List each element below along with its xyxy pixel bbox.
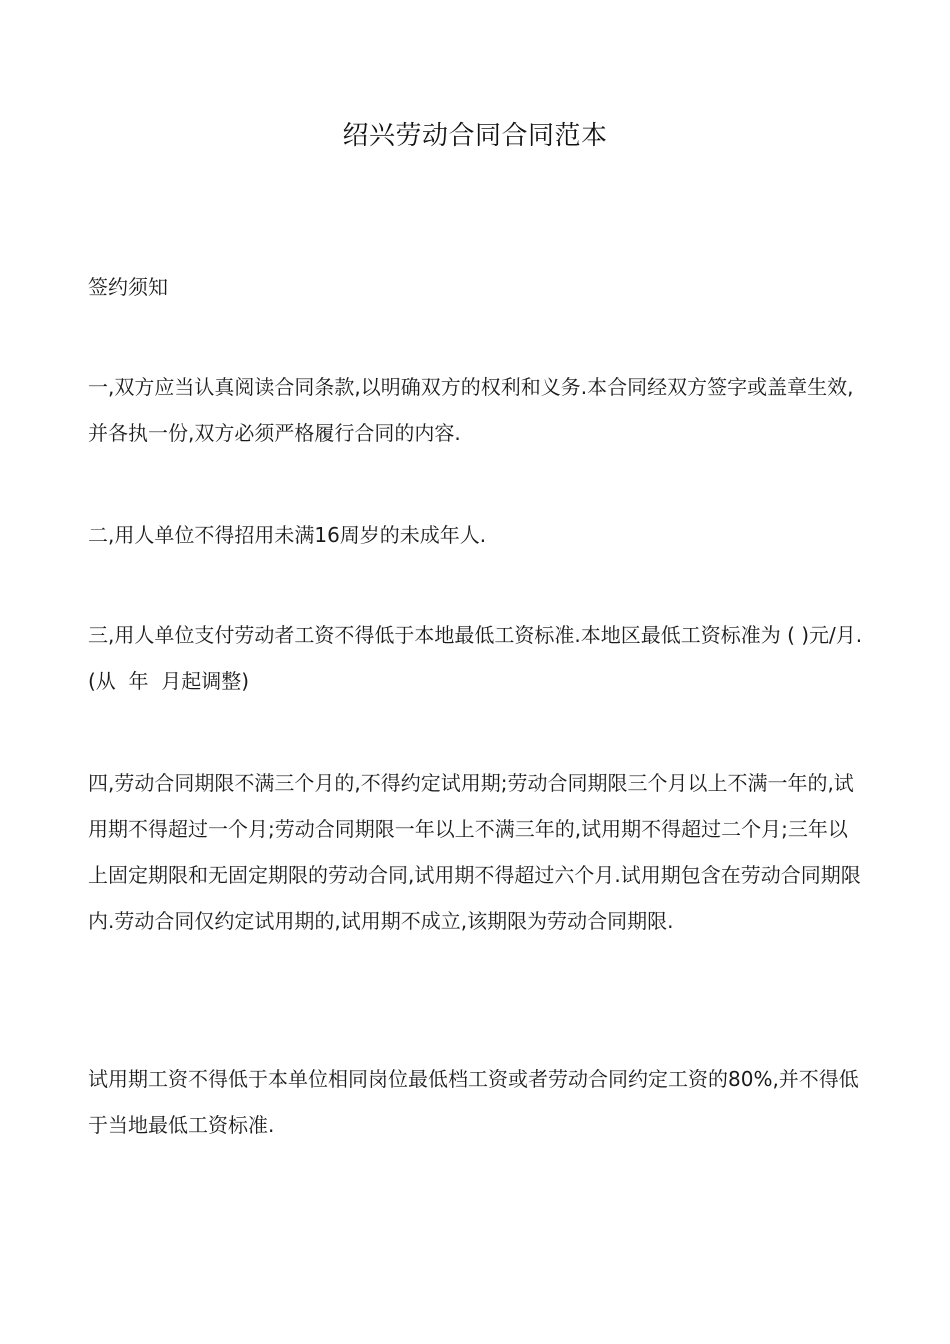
paragraph-5: 试用期工资不得低于本单位相同岗位最低档工资或者劳动合同约定工资的80%,并不得低于当地最低工资标准. <box>88 1067 859 1137</box>
paragraph-1: 一,双方应当认真阅读合同条款,以明确双方的权利和义务.本合同经双方签字或盖章生效,并各执一份,双方必须严格履行合同的内容. <box>88 375 854 445</box>
paragraph-4: 四,劳动合同期限不满三个月的,不得约定试用期;劳动合同期限三个月以上不满一年的,试用期不得超过一个月;劳动合同期限一年以上不满三年的,试用期不得超过二个月;三年以上固定期限和无固定期限的劳动合同,试用期不得超过六个月.试用期包含在劳动合同期限内.劳动合同仅约定试用期的,试用期不成立,该期限为劳动合同期限. <box>88 771 861 933</box>
section-heading: 签约须知 <box>88 275 168 299</box>
paragraph-2: 二,用人单位不得招用未满16周岁的未成年人. <box>88 523 487 547</box>
page-title: 绍兴劳动合同合同范本 <box>342 121 608 151</box>
paragraph-3: 三,用人单位支付劳动者工资不得低于本地最低工资标准.本地区最低工资标准为 ( )元/月.(从 年 月起调整) <box>88 623 863 693</box>
